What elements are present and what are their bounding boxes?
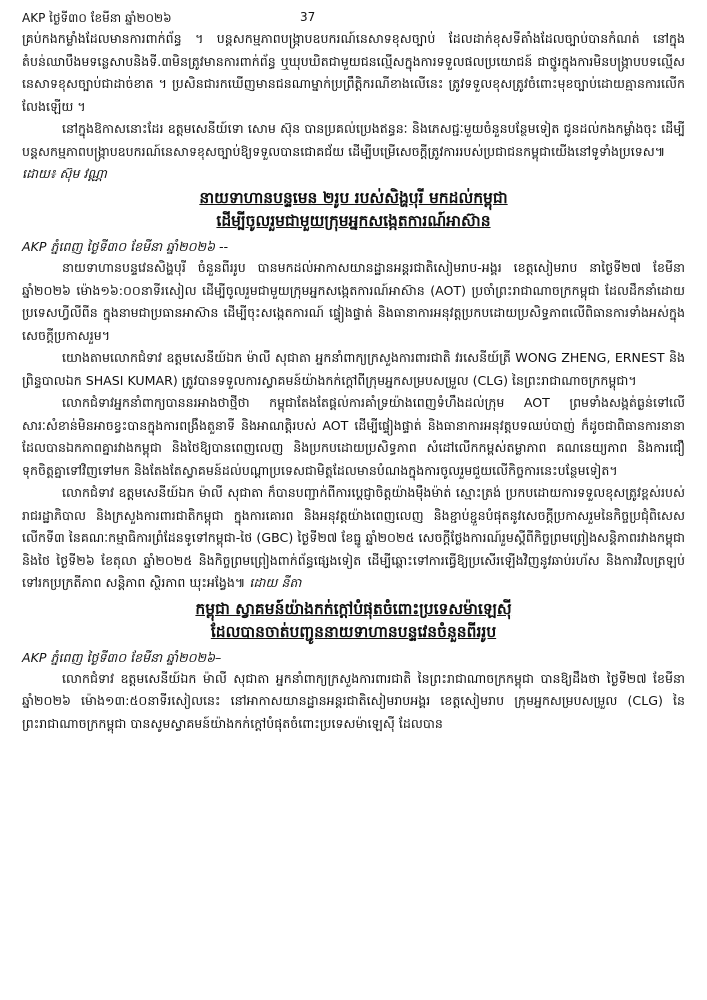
article1-paragraph-1: គ្រប់កងកម្លាំងដែលមានការពាក់ព័ន្ធ ។ បន្តសកម្មភាពបង្ក្រាបឧបករណ៍នេសាទខុសច្បាប់ ដែលដាក់ខុសទីតាំងដែលច្បាប់បានកំណត់ នៅក្នុងតំបន់ឈាបឹងមទន្លេសាបនិងទី.៣មិនត្រូវមានការពាក់ព័ន្ធ ឬឃុបឃិតជាមួយជនល្មើសក្នុងការទទួលផលប្រយោជន៍ ជាថ្នូរក្នុងការមិនបង្ក្រាបបទល្មើសនេសាទខុសច្បាប់ជាដាច់ខាត ។ ប្រសិនជារកឃើញមានជនណាម្នាក់ប្រព្រឹត្តិករណីខាងលើនេះ ត្រូវទទួលខុសត្រូវចំពោះមុខច្បាប់ដោយគ្មានការលើកលែងឡើយ ។ [22,31,685,114]
article-malaysia-welcome [22,598,685,736]
article-singapore-officers [22,187,685,595]
article2-headline-line-2: ដើម្បីចូលរួមជាមួយក្រុមអ្នកសង្កេតការណ៍អាស៊ាន [216,212,491,230]
article2-headline-line-1: នាយទាហានបន្ទមេន ២រូប របស់សិង្ហបុរី មកដល់កម្ពុជា [199,189,508,207]
article1-paragraph-2: នៅក្នុងឱកាសនោះដែរ ឧត្តមសេនីយ៍ទោ សោម ស៊ុន បានប្រគល់ប្រេងឥន្ធនៈ និងភេសជ្ជៈមួយចំនួនបន្ថែមទៀត ជូនដល់កងកម្លាំងចុះ ដើម្បីបន្តសកម្មភាពបង្ក្រាបឧបករណ៍នេសាទខុសច្បាប់ឱ្យទទួលបានជោគជ័យ ដើម្បីបម្រើសេចក្តីត្រូវការរបស់ប្រជាជនកម្ពុជាយើងនៅទូទាំងប្រទេស៕ [22,121,685,159]
article2-headline [22,187,685,233]
article3-dateline: AKP ភ្នំពេញ ថ្ងៃទី៣០ ខែមីនា ឆ្នាំ២០២៦– [22,649,222,665]
article3-paragraph-1: លោកជំទាវ ឧត្តមសេនីយ៍ឯក ម៉ាលី សុជាតា អ្នកនាំពាក្យក្រសួងការពារជាតិ នៃព្រះរាជាណាចក្រកម្ពុជា បានឱ្យដឹងថា ថ្ងៃទី២៧ ខែមីនា ឆ្នាំ២០២៦ ម៉ោង១៣:៥០នាទីរសៀលនេះ នៅអាកាសយានដ្ឋានអន្តរជាតិសៀមរាបអង្គរ ខេត្តសៀមរាប ក្រុមអ្នកសម្របសម្រួល (CLG) នៃព្រះរាជាណាចក្រកម្ពុជា បានសូមស្វាគមន៍យ៉ាងកក់ក្តៅបំផុតចំពោះប្រទេសម៉ាឡេស៊ី ដែលបាន [22,670,685,731]
article3-headline-line-1: កម្ពុជា ស្វាគមន៍យ៉ាងកក់ក្តៅបំផុតចំពោះប្រទេសម៉ាឡេស៊ី [195,599,512,618]
article-fishing-enforcement [22,28,685,184]
article3-headline [22,598,685,644]
article1-byline: ដោយ៖ ស៊ុម វណ្ណា [22,166,107,181]
article2-paragraph-4-text: លោកជំទាវ ឧត្តមសេនីយ៍ឯក ម៉ាលី សុជាតា ក៏បានបញ្ជាក់ពីការប្តេជ្ញាចិត្តយ៉ាងម៉ឺងម៉ាត់ ស្មោះត្រង់ ប្រកបដោយការទទួលខុសត្រូវខ្ពស់របស់រាជរដ្ឋាភិបាល និងក្រសួងការពារជាតិកម្ពុជា ក្នុងការគោរព និងអនុវត្តយ៉ាងពេញលេញ និងខ្ជាប់ខ្ជួនបំផុតនូវសេចក្តីប្រកាសរួមនៃកិច្ចប្រជុំពិសេសលើកទី៣ នៃគណៈកម្មាធិការព្រំដែនទូទៅកម្ពុជា-ថៃ (GBC) ថ្ងៃទី២៧ ខែធ្នូ ឆ្នាំ២០២៥ សេចក្តីថ្លែងការណ៍រួមស្តីពីកិច្ចព្រមព្រៀងសន្តិភាពរវាងកម្ពុជានិងថៃ ថ្ងៃទី២៦ ខែតុលា ឆ្នាំ២០២៥ និងកិច្ចព្រមព្រៀងពាក់ព័ន្ធផ្សេងទៀត ដើម្បីឆ្ពោះទៅការធ្វើឱ្យប្រសើរឡើងវិញនូវឆាប់រហ័ស និងការវិលត្រឡប់ទៅរកប្រក្រតីភាព សន្តិភាព ស្ថិរភាព ឃុះអង្វែង៕ [22,485,685,590]
article2-paragraph-3: លោកជំទាវអ្នកនាំពាក្យបាននរអាងថាថ្មីថា កម្ពុជាតែងតែផ្តល់ការគាំទ្រយ៉ាងពេញទំហឹងដល់ក្រុម AOT ព្រមទាំងសង្កត់ធ្ងន់ទៅលើសារៈសំខាន់មិនអាចខ្វះបានក្នុងការពង្រឹងតួនាទី និងអាណត្តិរបស់ AOT ដើម្បីផ្ទៀងផ្ទាត់ និងធានាការអនុវត្តបទឈប់បាញ់ ក៏ដូចជាពិធានការនានា ដែលបានឯកភាពគ្នារវាងកម្ពុជា និងថៃឱ្យបានពេញលេញ និងប្រកបដោយប្រសិទ្ធភាព សំដៅលើកកម្ពស់តម្លាភាព គណនេយ្យភាព និងការជឿទុកចិត្តគ្នាទៅវិញទៅមក និងតែងតែស្វាគមន៍ដល់បណ្តាប្រទេសជាមិត្តដែលមានបំណងក្នុងការចូលរួមជួយលើកិច្ចការនេះបន្ថែមទៀត។ [22,395,685,478]
page-header [22,6,685,28]
header-date: AKP ថ្ងៃទី៣០ ខែមីនា ឆ្នាំ២០២៦ [22,11,172,25]
article2-byline: ដោយ នីតា [249,575,302,590]
article2-dateline: AKP ភ្នំពេញ ថ្ងៃទី៣០ ខែមីនា ឆ្នាំ២០២៦ -- [22,239,229,254]
article3-headline-line-2: ដែលបានចាត់បញ្ជូននាយទាហានបន្ទវេនចំនួនពីររូប [210,622,497,641]
article2-paragraph-4 [22,482,685,595]
page-number: 37 [300,10,316,24]
article2-paragraph-2: យោងតាមលោកជំទាវ ឧត្តមសេនីយ៍ឯក ម៉ាលី សុជាតា អ្នកនាំពាក្យក្រសួងការពារជាតិ វរសេនីយ៍ត្រី WONG ZHENG, ERNEST និងព្រិន្ទបាលឯក SHASI KUMAR) ត្រូវបានទទួលការស្វាគមន៍យ៉ាងកក់ក្តៅពីក្រុមអ្នកសម្របសម្រួល (CLG) នៃព្រះរាជាណាចក្រកម្ពុជា។ [22,350,685,388]
article2-paragraph-1: នាយទាហានបន្ទវេនសិង្ហបុរី ចំនួនពីររូប បានមកដល់អាកាសយានដ្ឋានអន្តរជាតិសៀមរាប-អង្គរ ខេត្តសៀមរាប នាថ្ងៃទី២៧ ខែមីនា ឆ្នាំ២០២៦ ម៉ោង១៦:០០នាទីរសៀល ដើម្បីចូលរួមជាមួយក្រុមអ្នកសង្កេតការណ៍អាស៊ាន (AOT) ប្រចាំព្រះរាជាណាចក្រកម្ពុជា ដែលដឹកនាំដោយប្រទេសហ្វីលីពីន ក្នុងនាមជាប្រធានអាស៊ាន ដើម្បីចុះសង្កេតការណ៍ ផ្ទៀងផ្ទាត់ និងធានាការអនុវត្តប្រកបដោយប្រសិទ្ធភាពលើពិធានការទាំងអស់ក្នុងសេចក្តីប្រកាសរួម។ [22,260,685,343]
